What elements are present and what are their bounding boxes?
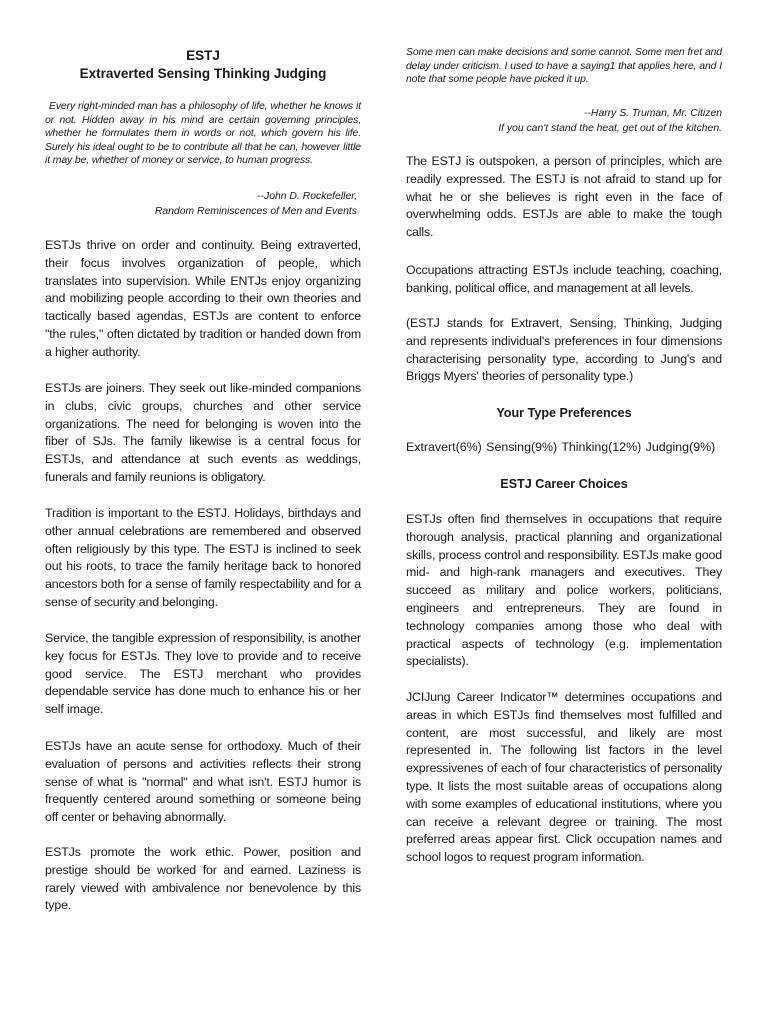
paragraph-occupations: Occupations attracting ESTJs include teaching, coaching, banking, political office, and management at all levels. <box>406 263 722 295</box>
rockefeller-quote-source: Random Reminiscences of Men and Events <box>154 206 357 217</box>
truman-quote-source: If you can't stand the heat, get out of the kitchen. <box>498 123 722 134</box>
rockefeller-quote-author: --John D. Rockefeller, <box>257 191 357 202</box>
type-preferences-heading: Your Type Preferences <box>496 406 632 420</box>
truman-quote-author: --Harry S. Truman, Mr. Citizen <box>584 108 722 119</box>
paragraph-orthodoxy: ESTJs have an acute sense for orthodoxy. Much of their evaluation of persons and activities reflects their strong sense of what is "normal" and what isn't. ESTJ humor is frequently centered around something or someone being off center or behaving abnormally. <box>45 739 361 825</box>
paragraph-estj-definition: (ESTJ stands for Extravert, Sensing, Thinking, Judging and represents individual's preferences in four dimensions characterising personality type, according to Jung's and Briggs Myers' theories of personality type.) <box>406 316 722 384</box>
paragraph-career-occupations: ESTJs often find themselves in occupations that require thorough analysis, practical planning and organizational skills, process control and responsibility. ESTJs make good mid- and high-rank managers and executives. They succeed as military and police workers, politicians, engineers and entrepreneurs. They are found in technology companies among those who deal with practical aspects of technology (e.g. implementation specialists). <box>406 512 722 669</box>
paragraph-service: Service, the tangible expression of responsibility, is another key focus for ESTJs. They love to provide and to receive good service. The ESTJ merchant who provides dependable service has done much to enhance his or her self image. <box>45 631 361 717</box>
paragraph-outspoken: The ESTJ is outspoken, a person of principles, which are readily expressed. The ESTJ is not afraid to stand up for what he or she believes is right even in the face of overwhelming odds. ESTJs are able to make the tough calls. <box>406 154 722 240</box>
paragraph-tradition: Tradition is important to the ESTJ. Holidays, birthdays and other annual celebrations are remembered and observed often religiously by this type. The ESTJ is inclined to seek out his roots, to trace the family heritage back to honored ancestors both for a sense of family respectability and for a sense of security and belonging. <box>45 506 361 609</box>
type-preferences-values: Extravert(6%) Sensing(9%) Thinking(12%) Judging(9%) <box>406 440 716 454</box>
career-choices-heading: ESTJ Career Choices <box>500 477 628 491</box>
rockefeller-quote: Every right-minded man has a philosophy of life, whether he knows it or not. Hidden away in his mind are certain governing principles, whether he formulates them in words or not, which govern his life. Surely his ideal ought to be to contribute all that he can, however little it may be, whether of money or service, to human progress. <box>45 101 361 166</box>
paragraph-joiners: ESTJs are joiners. They seek out like-minded companions in clubs, civic groups, churches and other service organizations. The need for belonging is woven into the fiber of SJs. The family likewise is a central focus for ESTJs, and attendance at such events as weddings, funerals and family reunions is obligatory. <box>45 381 361 484</box>
document-title: ESTJ <box>186 48 220 63</box>
paragraph-order-continuity: ESTJs thrive on order and continuity. Being extraverted, their focus involves organization of people, which translates into supervision. While ENTJs enjoy organizing and mobilizing people according to their own theories and tactically based agendas, ESTJs are content to enforce "the rules," often dictated by tradition or handed down from a higher authority. <box>45 238 361 359</box>
paragraph-work-ethic: ESTJs promote the work ethic. Power, position and prestige should be worked for and earned. Laziness is rarely viewed with ambivalence nor benevolence by this type. <box>45 845 361 913</box>
document-subtitle: Extraverted Sensing Thinking Judging <box>79 66 327 81</box>
truman-quote: Some men can make decisions and some cannot. Some men fret and delay under criticism. I used to have a saying1 that applies here, and I note that some people have picked it up. <box>406 47 722 85</box>
paragraph-jung-career-indicator: JCIJung Career Indicator™ determines occupations and areas in which ESTJs find themselves most fulfilled and content, are most successful, and likely are most represented in. The following list factors in the level expressivenes of each of four characteristics of personality type. It lists the most suitable areas of occupations along with some examples of educational institutions, where you can receive a relevant degree or training. The most preferred areas appear first. Click occupation names and school logos to request program information. <box>406 690 722 865</box>
